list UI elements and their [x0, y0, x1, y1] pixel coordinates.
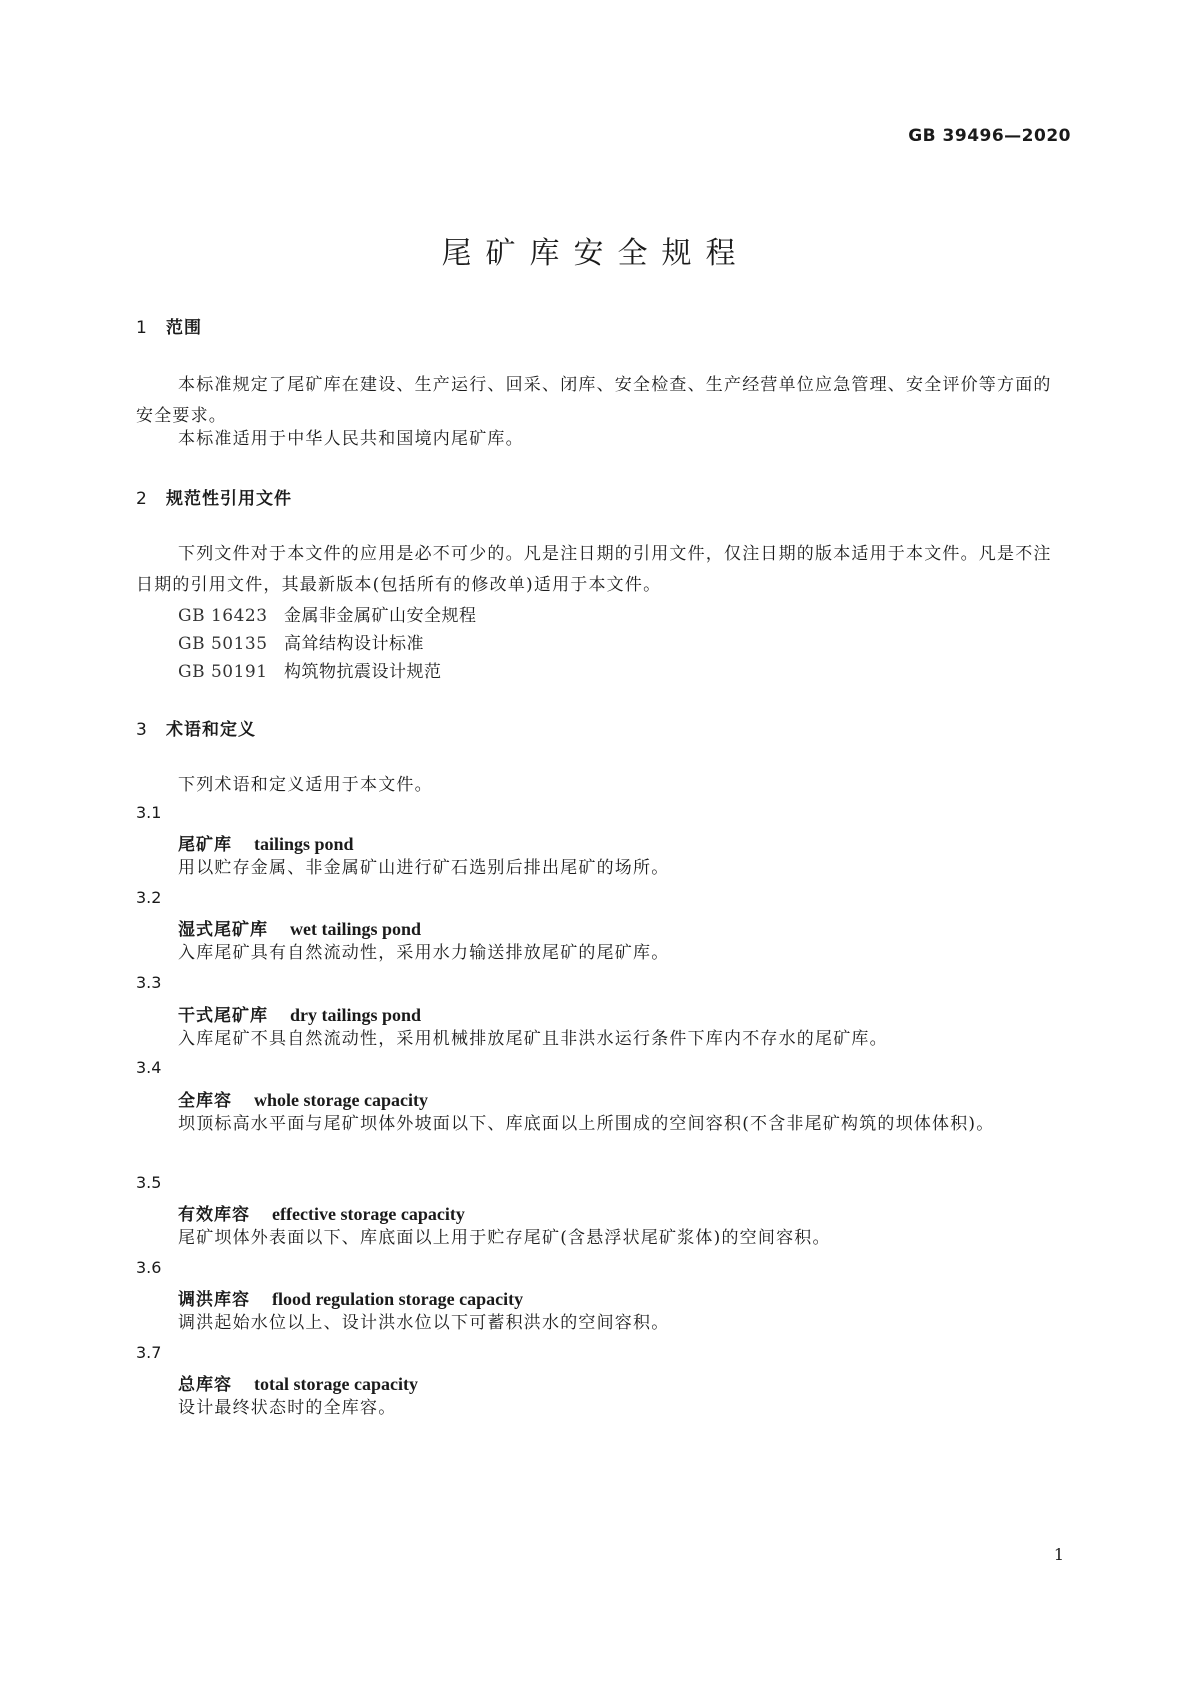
- term-definition: 坝顶标高水平面与尾矿坝体外坡面以下、库底面以上所围成的空间容积(不含非尾矿构筑的坝体体积)。: [178, 1114, 995, 1134]
- term-heading: [178, 830, 354, 855]
- page-number: 1: [1053, 1545, 1064, 1564]
- reference-code: GB 50135: [178, 634, 268, 654]
- term-number: 3.5: [136, 1173, 162, 1192]
- term-number: 3.2: [136, 888, 162, 907]
- term-heading: [178, 1086, 428, 1111]
- term-number: 3.6: [136, 1258, 162, 1277]
- reference-code: GB 16423: [178, 606, 268, 626]
- term-en: whole storage capacity: [254, 1090, 428, 1110]
- term-definition: 尾矿坝体外表面以下、库底面以上用于贮存尾矿(含悬浮状尾矿浆体)的空间容积。: [178, 1228, 831, 1248]
- section-number: 2: [136, 489, 148, 509]
- standard-code: GB 39496—2020: [908, 126, 1071, 146]
- term-definition: 入库尾矿具有自然流动性，采用水力输送排放尾矿的尾矿库。: [178, 943, 670, 963]
- reference-title: 金属非金属矿山安全规程: [284, 606, 477, 626]
- section-heading-normative-references: [136, 484, 292, 509]
- term-number: 3.4: [136, 1058, 162, 1077]
- section-title: 规范性引用文件: [166, 489, 292, 509]
- term-heading: [178, 1001, 421, 1026]
- reference-item: [178, 629, 424, 654]
- term-definition: 用以贮存金属、非金属矿山进行矿石选别后排出尾矿的场所。: [178, 858, 670, 878]
- paragraph: 本标准适用于中华人民共和国境内尾矿库。: [178, 429, 524, 449]
- term-en: wet tailings pond: [290, 919, 422, 939]
- term-definition: 设计最终状态时的全库容。: [178, 1398, 397, 1418]
- section-heading-scope: [136, 313, 202, 338]
- term-en: flood regulation storage capacity: [272, 1289, 524, 1309]
- paragraph: 下列术语和定义适用于本文件。: [178, 775, 433, 795]
- term-number: 3.1: [136, 803, 162, 822]
- section-number: 1: [136, 318, 148, 338]
- term-definition: 调洪起始水位以上、设计洪水位以下可蓄积洪水的空间容积。: [178, 1313, 670, 1333]
- section-title: 范围: [166, 318, 202, 338]
- term-zh: 全库容: [178, 1091, 232, 1111]
- document-title: 尾矿库安全规程: [441, 236, 750, 271]
- term-zh: 有效库容: [178, 1205, 250, 1225]
- section-number: 3: [136, 720, 148, 740]
- term-number: 3.3: [136, 973, 162, 992]
- reference-item: [178, 601, 477, 626]
- reference-code: GB 50191: [178, 662, 268, 682]
- section-heading-terms: [136, 715, 256, 740]
- term-zh: 尾矿库: [178, 835, 232, 855]
- term-number: 3.7: [136, 1343, 162, 1362]
- reference-title: 构筑物抗震设计规范: [284, 662, 442, 682]
- term-en: effective storage capacity: [272, 1204, 465, 1224]
- term-zh: 干式尾矿库: [178, 1006, 268, 1026]
- paragraph: 下列文件对于本文件的应用是必不可少的。凡是注日期的引用文件，仅注日期的版本适用于本文件。凡是不注日期的引用文件，其最新版本(包括所有的修改单)适用于本文件。: [136, 544, 1052, 595]
- section-title: 术语和定义: [166, 720, 256, 740]
- term-zh: 调洪库容: [178, 1290, 250, 1310]
- term-definition: 入库尾矿不具自然流动性，采用机械排放尾矿且非洪水运行条件下库内不存水的尾矿库。: [178, 1029, 888, 1049]
- term-heading: [178, 1200, 465, 1225]
- term-heading: [178, 1370, 418, 1395]
- term-en: dry tailings pond: [290, 1005, 422, 1025]
- paragraph: 本标准规定了尾矿库在建设、生产运行、回采、闭库、安全检查、生产经营单位应急管理、安全评价等方面的安全要求。: [136, 375, 1052, 426]
- term-heading: [178, 1285, 523, 1310]
- term-heading: [178, 915, 421, 940]
- term-zh: 总库容: [178, 1375, 232, 1395]
- reference-item: [178, 657, 442, 682]
- term-en: tailings pond: [254, 834, 354, 854]
- reference-title: 高耸结构设计标准: [284, 634, 424, 654]
- term-en: total storage capacity: [254, 1374, 418, 1394]
- term-zh: 湿式尾矿库: [178, 920, 268, 940]
